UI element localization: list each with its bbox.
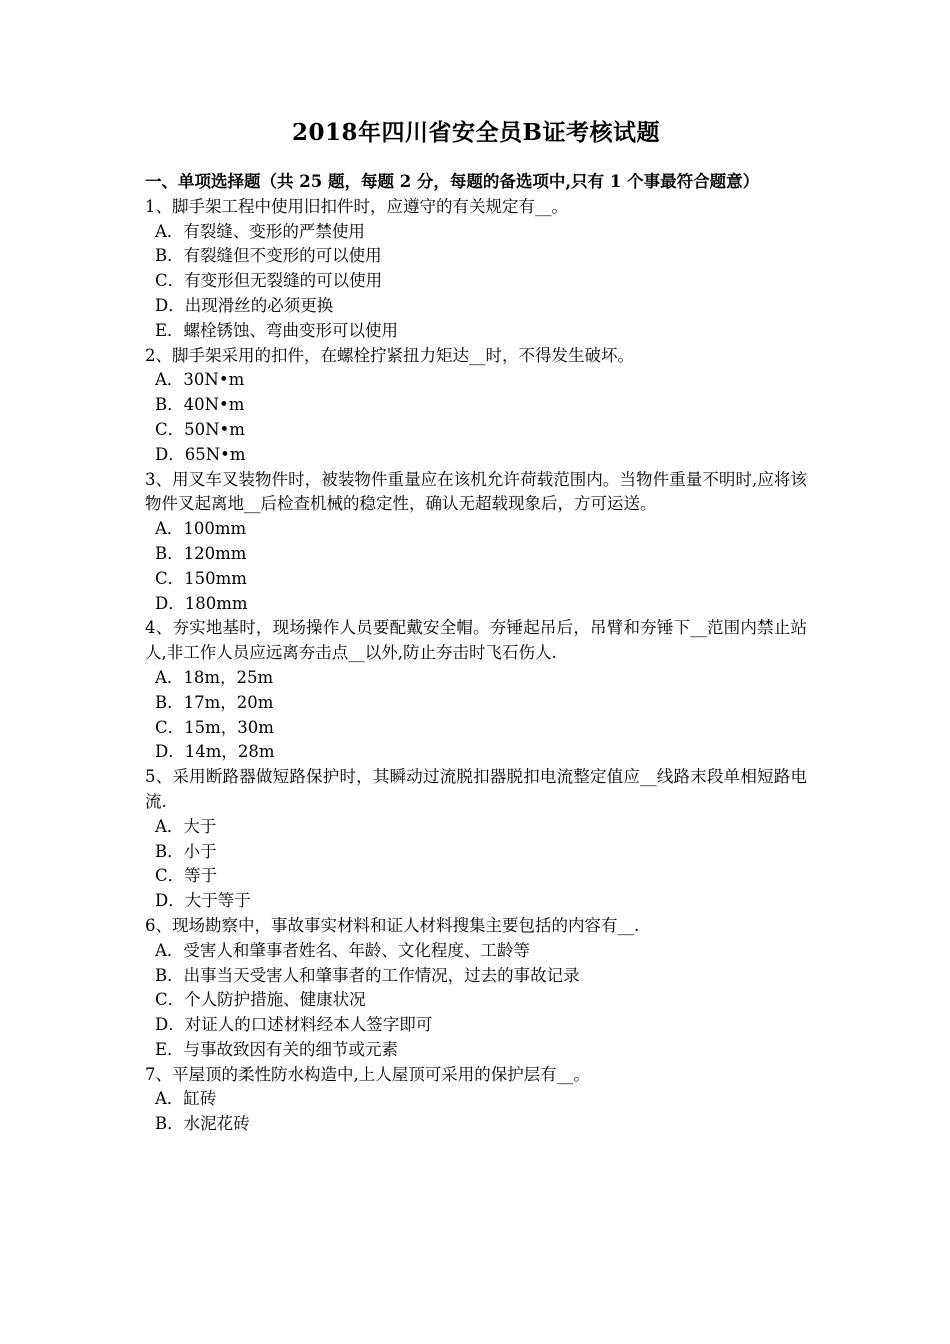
question-stem: 2、脚手架采用的扣件，在螺栓拧紧扭力矩达__时，不得发生破坏。 (145, 345, 634, 365)
question-stem: 5、采用断路器做短路保护时，其瞬动过流脱扣器脱扣电流整定值应__线路末段单相短路电流. (145, 767, 807, 811)
answer-option: B．出事当天受害人和肇事者的工作情况，过去的事故记录 (155, 965, 580, 985)
answer-option: D．大于等于 (155, 891, 251, 911)
answer-option: A．有裂缝、变形的严禁使用 (155, 221, 365, 241)
answer-option: B．120mm (155, 543, 247, 563)
answer-option: B．有裂缝但不变形的可以使用 (155, 246, 382, 266)
answer-option: B．小于 (155, 841, 217, 861)
answer-option: C．15m，30m (155, 717, 274, 737)
question-3 (145, 468, 807, 617)
document-page (145, 118, 807, 1137)
answer-option: A．18m，25m (155, 667, 274, 687)
answer-option: D．180mm (155, 593, 248, 613)
question-1 (145, 195, 807, 344)
answer-option: C．有变形但无裂缝的可以使用 (155, 271, 383, 291)
question-stem: 6、现场勘察中，事故事实材料和证人材料搜集主要包括的内容有__. (145, 915, 640, 935)
answer-option: E．螺栓锈蚀、弯曲变形可以使用 (155, 320, 399, 340)
question-stem: 3、用叉车叉装物件时，被装物件重量应在该机允许荷载范围内。当物件重量不明时,应将该物件叉起离地__后检查机械的稳定性，确认无超载现象后，方可运送。 (145, 469, 807, 514)
question-list (145, 195, 807, 1137)
answer-option: E．与事故致因有关的细节或元素 (155, 1039, 399, 1059)
answer-option: D．65N•m (155, 444, 246, 464)
answer-option: A．30N•m (155, 370, 245, 390)
document-title: 2018年四川省安全员B证考核试题 (292, 119, 660, 146)
question-2 (145, 344, 807, 468)
answer-option: A．缸砖 (155, 1089, 217, 1109)
question-stem: 4、夯实地基时，现场操作人员要配戴安全帽。夯锤起吊后，吊臂和夯锤下__范围内禁止站人,非工作人员应远离夯击点__以外,防止夯击时飞石伤人. (145, 618, 807, 663)
answer-option: A．受害人和肇事者姓名、年龄、文化程度、工龄等 (155, 940, 530, 960)
answer-option: C．个人防护措施、健康状况 (155, 990, 366, 1010)
answer-option: D．对证人的口述材料经本人签字即可 (155, 1015, 433, 1035)
answer-option: D．出现滑丝的必须更换 (155, 295, 334, 315)
answer-option: A．100mm (155, 519, 247, 539)
answer-option: D．14m，28m (155, 742, 275, 762)
answer-option: C．50N•m (155, 419, 245, 439)
question-4 (145, 616, 807, 765)
answer-option: C．等于 (155, 866, 218, 886)
question-6 (145, 914, 807, 1063)
answer-option: B．17m，20m (155, 692, 274, 712)
answer-option: B．水泥花砖 (155, 1114, 250, 1134)
answer-option: C．150mm (155, 568, 247, 588)
answer-option: B．40N•m (155, 395, 245, 415)
answer-option: A．大于 (155, 816, 217, 836)
question-7 (145, 1063, 807, 1137)
question-stem: 7、平屋顶的柔性防水构造中,上人屋顶可采用的保护层有__。 (145, 1064, 590, 1084)
section-heading: 一、单项选择题（共 25 题，每题 2 分，每题的备选项中,只有 1 个事最符合题意） (145, 172, 760, 191)
question-5 (145, 765, 807, 914)
question-stem: 1、脚手架工程中使用旧扣件时，应遵守的有关规定有__。 (145, 196, 568, 216)
